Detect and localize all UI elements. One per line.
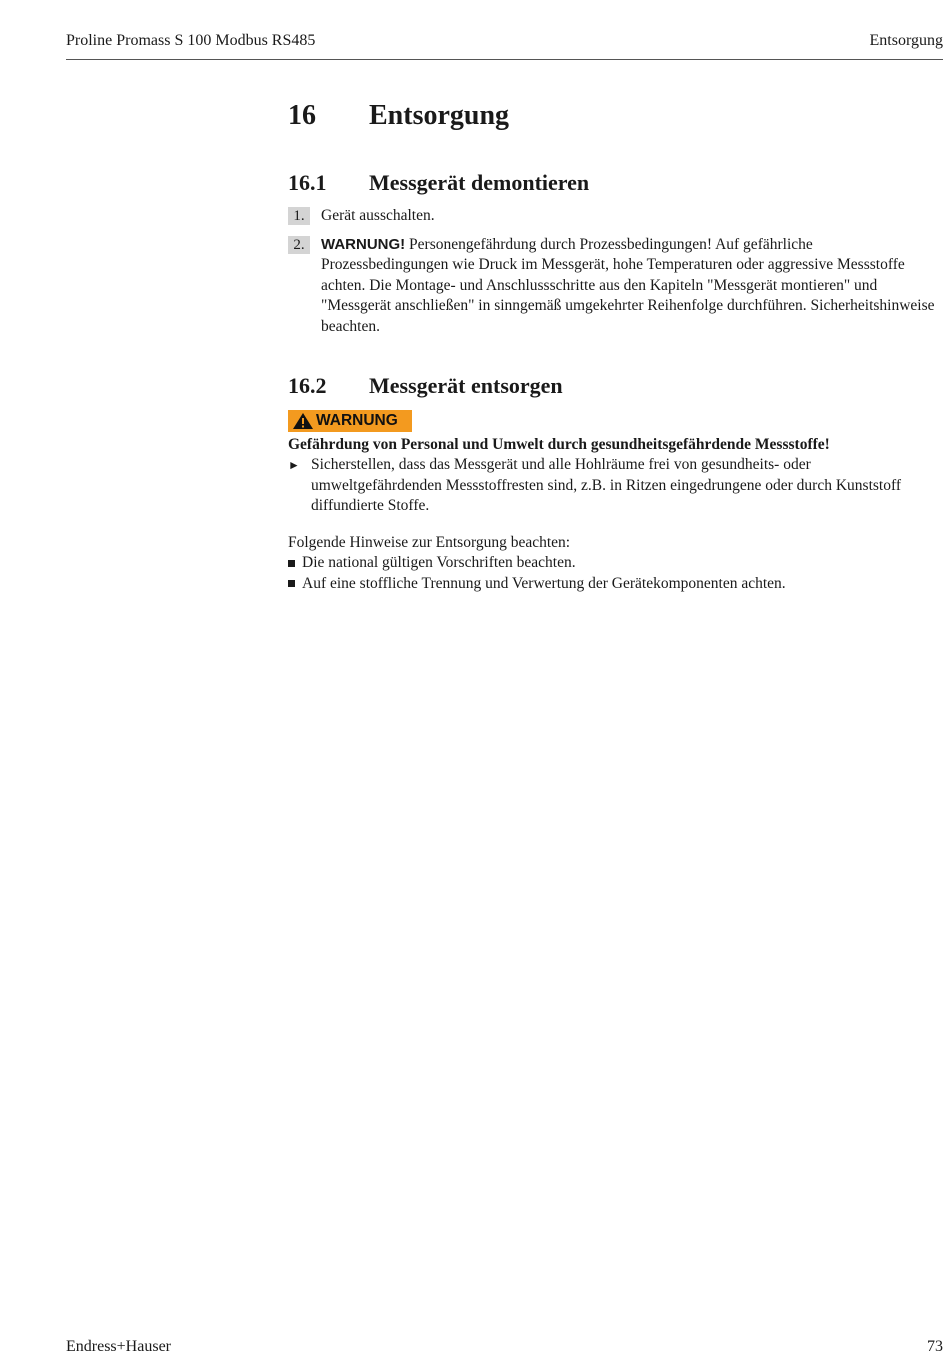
chapter-number: 16 — [288, 100, 316, 131]
section-entsorgen — [288, 371, 943, 594]
page-header — [66, 32, 943, 60]
list-item — [288, 574, 943, 595]
square-bullet-icon — [288, 553, 302, 574]
step-text-container — [321, 235, 943, 338]
step-number: 1. — [288, 207, 310, 225]
section-number: 16.2 — [288, 373, 327, 398]
section-title: Messgerät demontieren — [369, 170, 590, 195]
page-content — [288, 96, 943, 594]
disposal-intro: Folgende Hinweise zur Entsorgung beachten: — [288, 533, 571, 551]
section-heading — [288, 371, 943, 401]
chapter-heading — [288, 96, 943, 136]
step-item — [288, 206, 943, 227]
inline-warning-label: WARNUNG! — [321, 235, 406, 253]
list-item — [288, 553, 943, 574]
step-text: Gerät ausschalten. — [321, 207, 435, 224]
step-list — [288, 206, 943, 337]
header-document-title: Proline Promass S 100 Modbus RS485 — [66, 32, 316, 49]
header-chapter-title: Entsorgung — [869, 32, 943, 49]
page-number: 73 — [927, 1338, 943, 1355]
warning-heading: Gefährdung von Personal und Umwelt durch gesundheitsgefährdende Messstoffe! — [288, 436, 830, 453]
list-item-text: Die national gültigen Vorschriften beachten. — [302, 554, 576, 571]
warning-action-text: Sicherstellen, dass das Messgerät und alle Hohlräume frei von gesundheits- oder umweltgefährdenden Messstoffresten sind, z.B. in Ritzen eingedrungene oder durch Kunststoff diffundierte Stoffe. — [311, 456, 902, 514]
footer-brand: Endress+Hauser — [66, 1338, 171, 1355]
warning-badge — [288, 410, 412, 432]
step-item — [288, 235, 943, 338]
section-heading — [288, 168, 943, 198]
section-number: 16.1 — [288, 170, 327, 195]
arrow-right-icon: ► — [288, 458, 300, 472]
section-demontieren — [288, 168, 943, 337]
warning-triangle-icon — [292, 412, 314, 430]
chapter-title: Entsorgung — [369, 100, 510, 131]
warning-action — [288, 455, 943, 517]
square-bullet-icon — [288, 574, 302, 595]
step-text: Personengefährdung durch Prozessbedingungen! Auf gefährliche Prozessbedingungen wie Druck im Messgerät, hohe Temperaturen oder aggressive Messstoffe achten. Die Montage- und Anschlussschritte aus den Kapiteln "Messgerät montieren" und "Messgerät anschließen" in sinngemäß umgekehrter Reihenfolge durchführen. Sicherheitshinweise beachten. — [321, 235, 935, 335]
list-item-text: Auf eine stoffliche Trennung und Verwertung der Gerätekomponenten achten. — [302, 574, 786, 592]
section-title: Messgerät entsorgen — [369, 373, 563, 398]
warning-badge-label: WARNUNG — [316, 412, 398, 429]
step-number: 2. — [288, 236, 310, 254]
